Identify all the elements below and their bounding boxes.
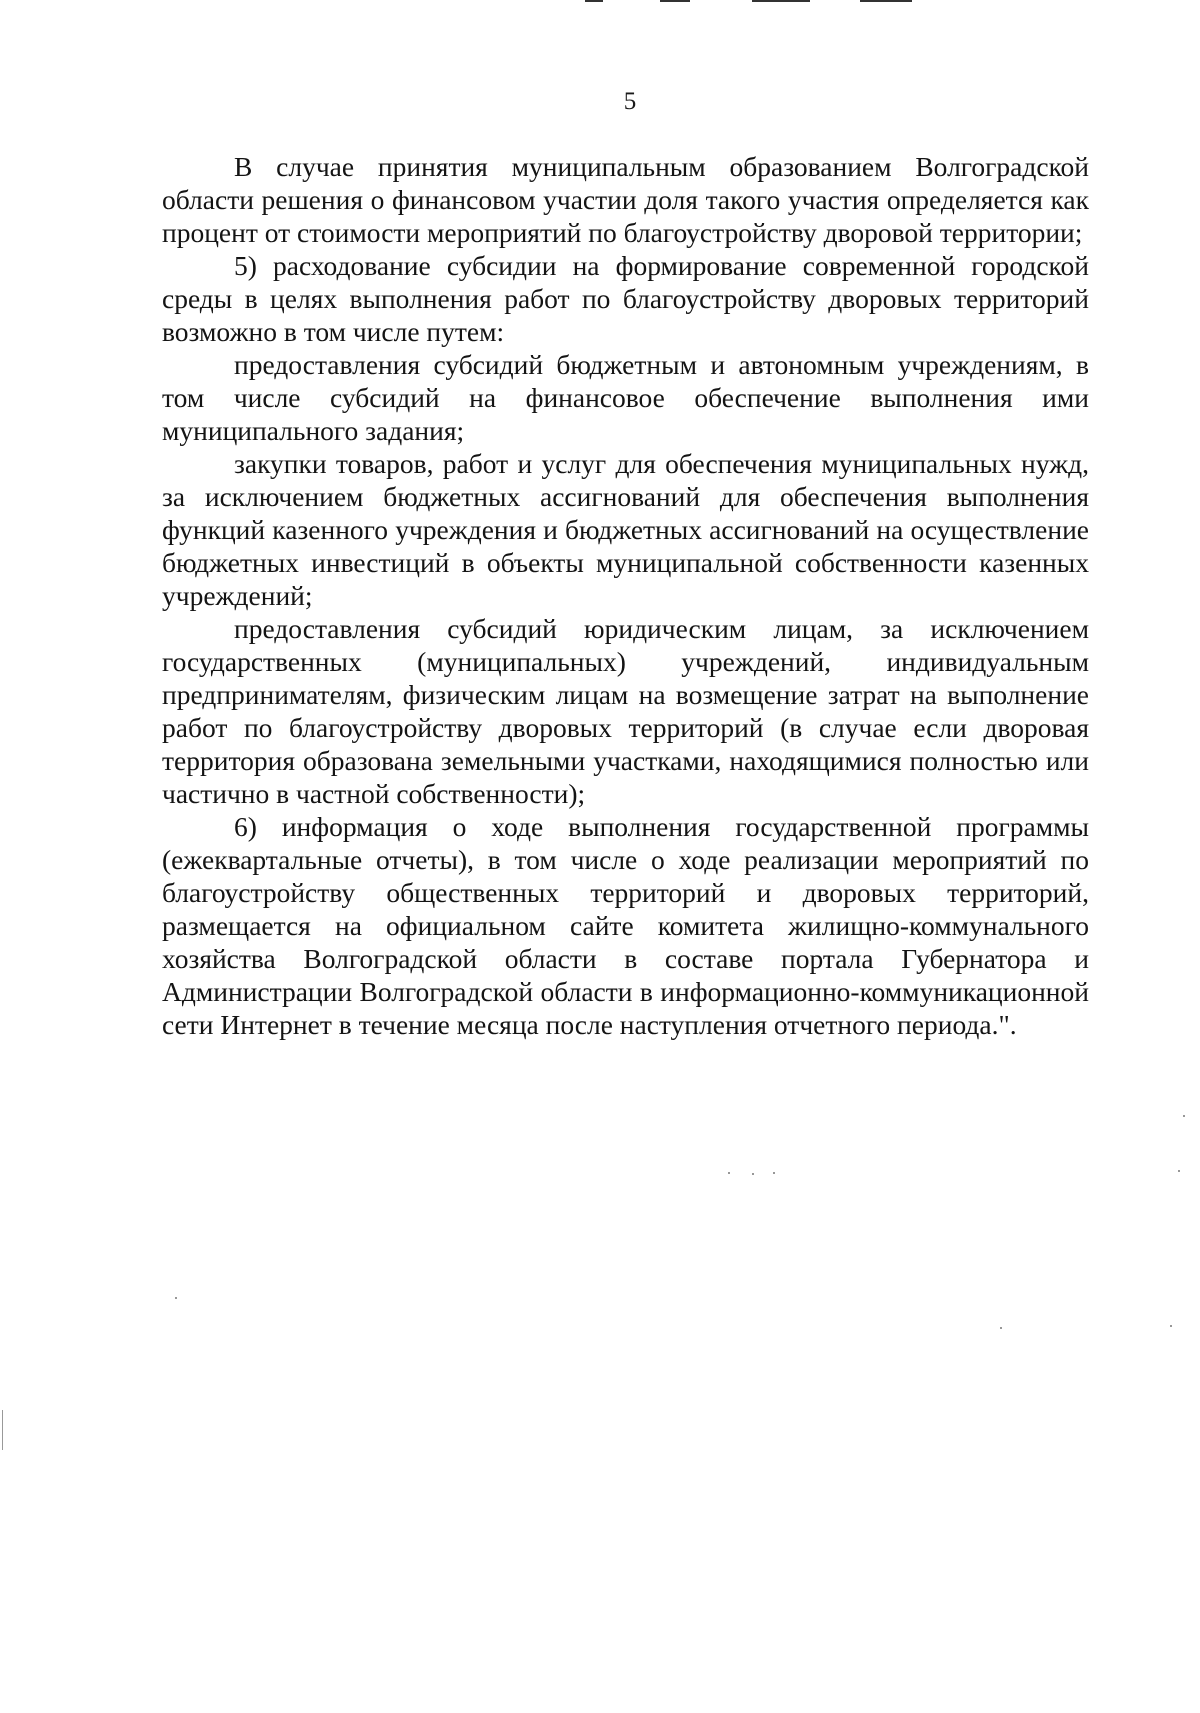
document-body bbox=[162, 150, 1089, 1041]
scan-speck bbox=[1183, 1115, 1185, 1117]
scan-speck bbox=[1170, 1325, 1172, 1327]
paragraph: предоставления субсидий бюджетным и автономным учреждениям, в том числе субсидий на финансовое обеспечение выполнения ими муниципального задания; bbox=[162, 349, 1089, 446]
paragraph: В случае принятия муниципальным образованием Волгоградской области решения о финансовом участии доля такого участия определяется как процент от стоимости мероприятий по благоустройству дворовой территории; bbox=[162, 151, 1089, 248]
scan-speck bbox=[1178, 1170, 1180, 1172]
scan-speck bbox=[1000, 1327, 1002, 1329]
scan-speck bbox=[752, 1173, 754, 1175]
scan-speck bbox=[728, 1172, 730, 1174]
paragraph: 6) информация о ходе выполнения государственной программы (ежеквартальные отчеты), в том числе о ходе реализации мероприятий по благоустройству общественных территорий и дворовых территорий, размещается на официальном сайте комитета жилищно-коммунального хозяйства Волгоградской области в составе портала Губернатора и Администрации Волгоградской области в информационно-коммуникационной сети Интернет в течение месяца после наступления отчетного периода.". bbox=[162, 811, 1089, 1040]
scan-artifact bbox=[660, 0, 690, 2]
paragraph: предоставления субсидий юридическим лицам, за исключением государственных (муниципальных) учреждений, индивидуальным предпринимателям, физическим лицам на возмещение затрат на выполнение работ по благоустройству дворовых территорий (в случае если дворовая территория образована земельными участками, находящимися полностью или частично в частной собственности); bbox=[162, 613, 1089, 809]
scan-edge-line bbox=[2, 1410, 3, 1450]
scan-speck bbox=[773, 1172, 775, 1174]
scan-artifact bbox=[585, 0, 603, 2]
scan-artifact bbox=[752, 0, 810, 2]
paragraph: закупки товаров, работ и услуг для обеспечения муниципальных нужд, за исключением бюджетных ассигнований для обеспечения выполнения функций казенного учреждения и бюджетных ассигнований на осуществление бюджетных инвестиций в объекты муниципальной собственности казенных учреждений; bbox=[162, 448, 1089, 611]
paragraph: 5) расходование субсидии на формирование современной городской среды в целях выполнения работ по благоустройству дворовых территорий возможно в том числе путем: bbox=[162, 250, 1089, 347]
scan-speck bbox=[175, 1297, 177, 1299]
page-number: 5 bbox=[623, 88, 637, 115]
scan-artifact bbox=[860, 0, 912, 2]
